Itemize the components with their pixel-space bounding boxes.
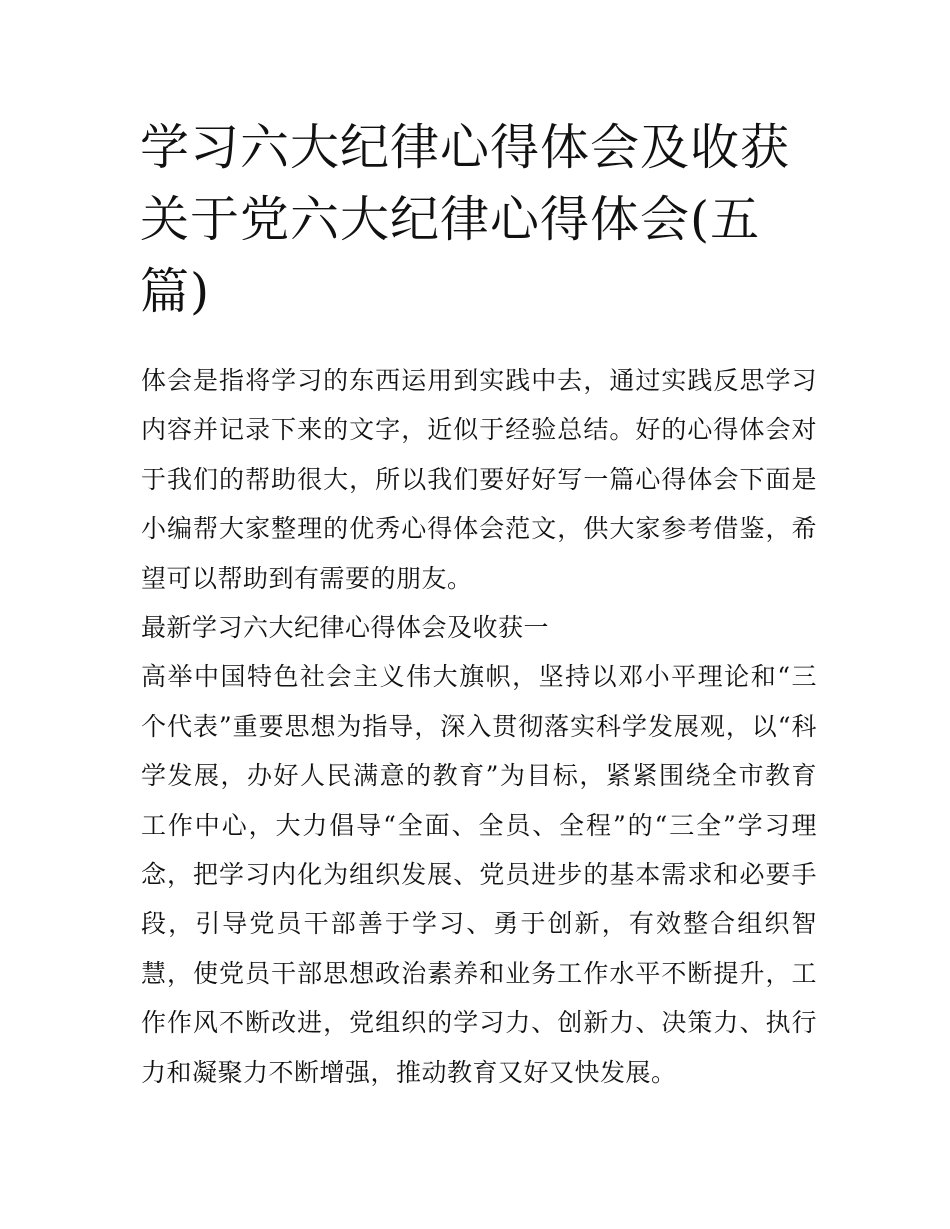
document-body bbox=[141, 356, 817, 1097]
intro-paragraph: 体会是指将学习的东西运用到实践中去，通过实践反思学习内容并记录下来的文字，近似于经验总结。好的心得体会对于我们的帮助很大，所以我们要好好写一篇心得体会下面是小编帮大家整理的优秀心得体会范文，供大家参考借鉴，希望可以帮助到有需要的朋友。 bbox=[141, 366, 817, 593]
section-body-paragraph: 高举中国特色社会主义伟大旗帜，坚持以邓小平理论和“三个代表”重要思想为指导，深入贯彻落实科学发展观，以“科学发展，办好人民满意的教育”为目标，紧紧围绕全市教育工作中心，大力倡导“全面、全员、全程”的“三全”学习理念，把学习内化为组织发展、党员进步的基本需求和必要手段，引导党员干部善于学习、勇于创新，有效整合组织智慧，使党员干部思想政治素养和业务工作水平不断提升，工作作风不断改进，党组织的学习力、创新力、决策力、执行力和凝聚力不断增强，推动教育又好又快发展。 bbox=[141, 662, 817, 1087]
document-title: 学习六大纪律心得体会及收获关于党六大纪律心得体会(五篇) bbox=[140, 119, 791, 320]
section-heading: 最新学习六大纪律心得体会及收获一 bbox=[141, 613, 550, 643]
